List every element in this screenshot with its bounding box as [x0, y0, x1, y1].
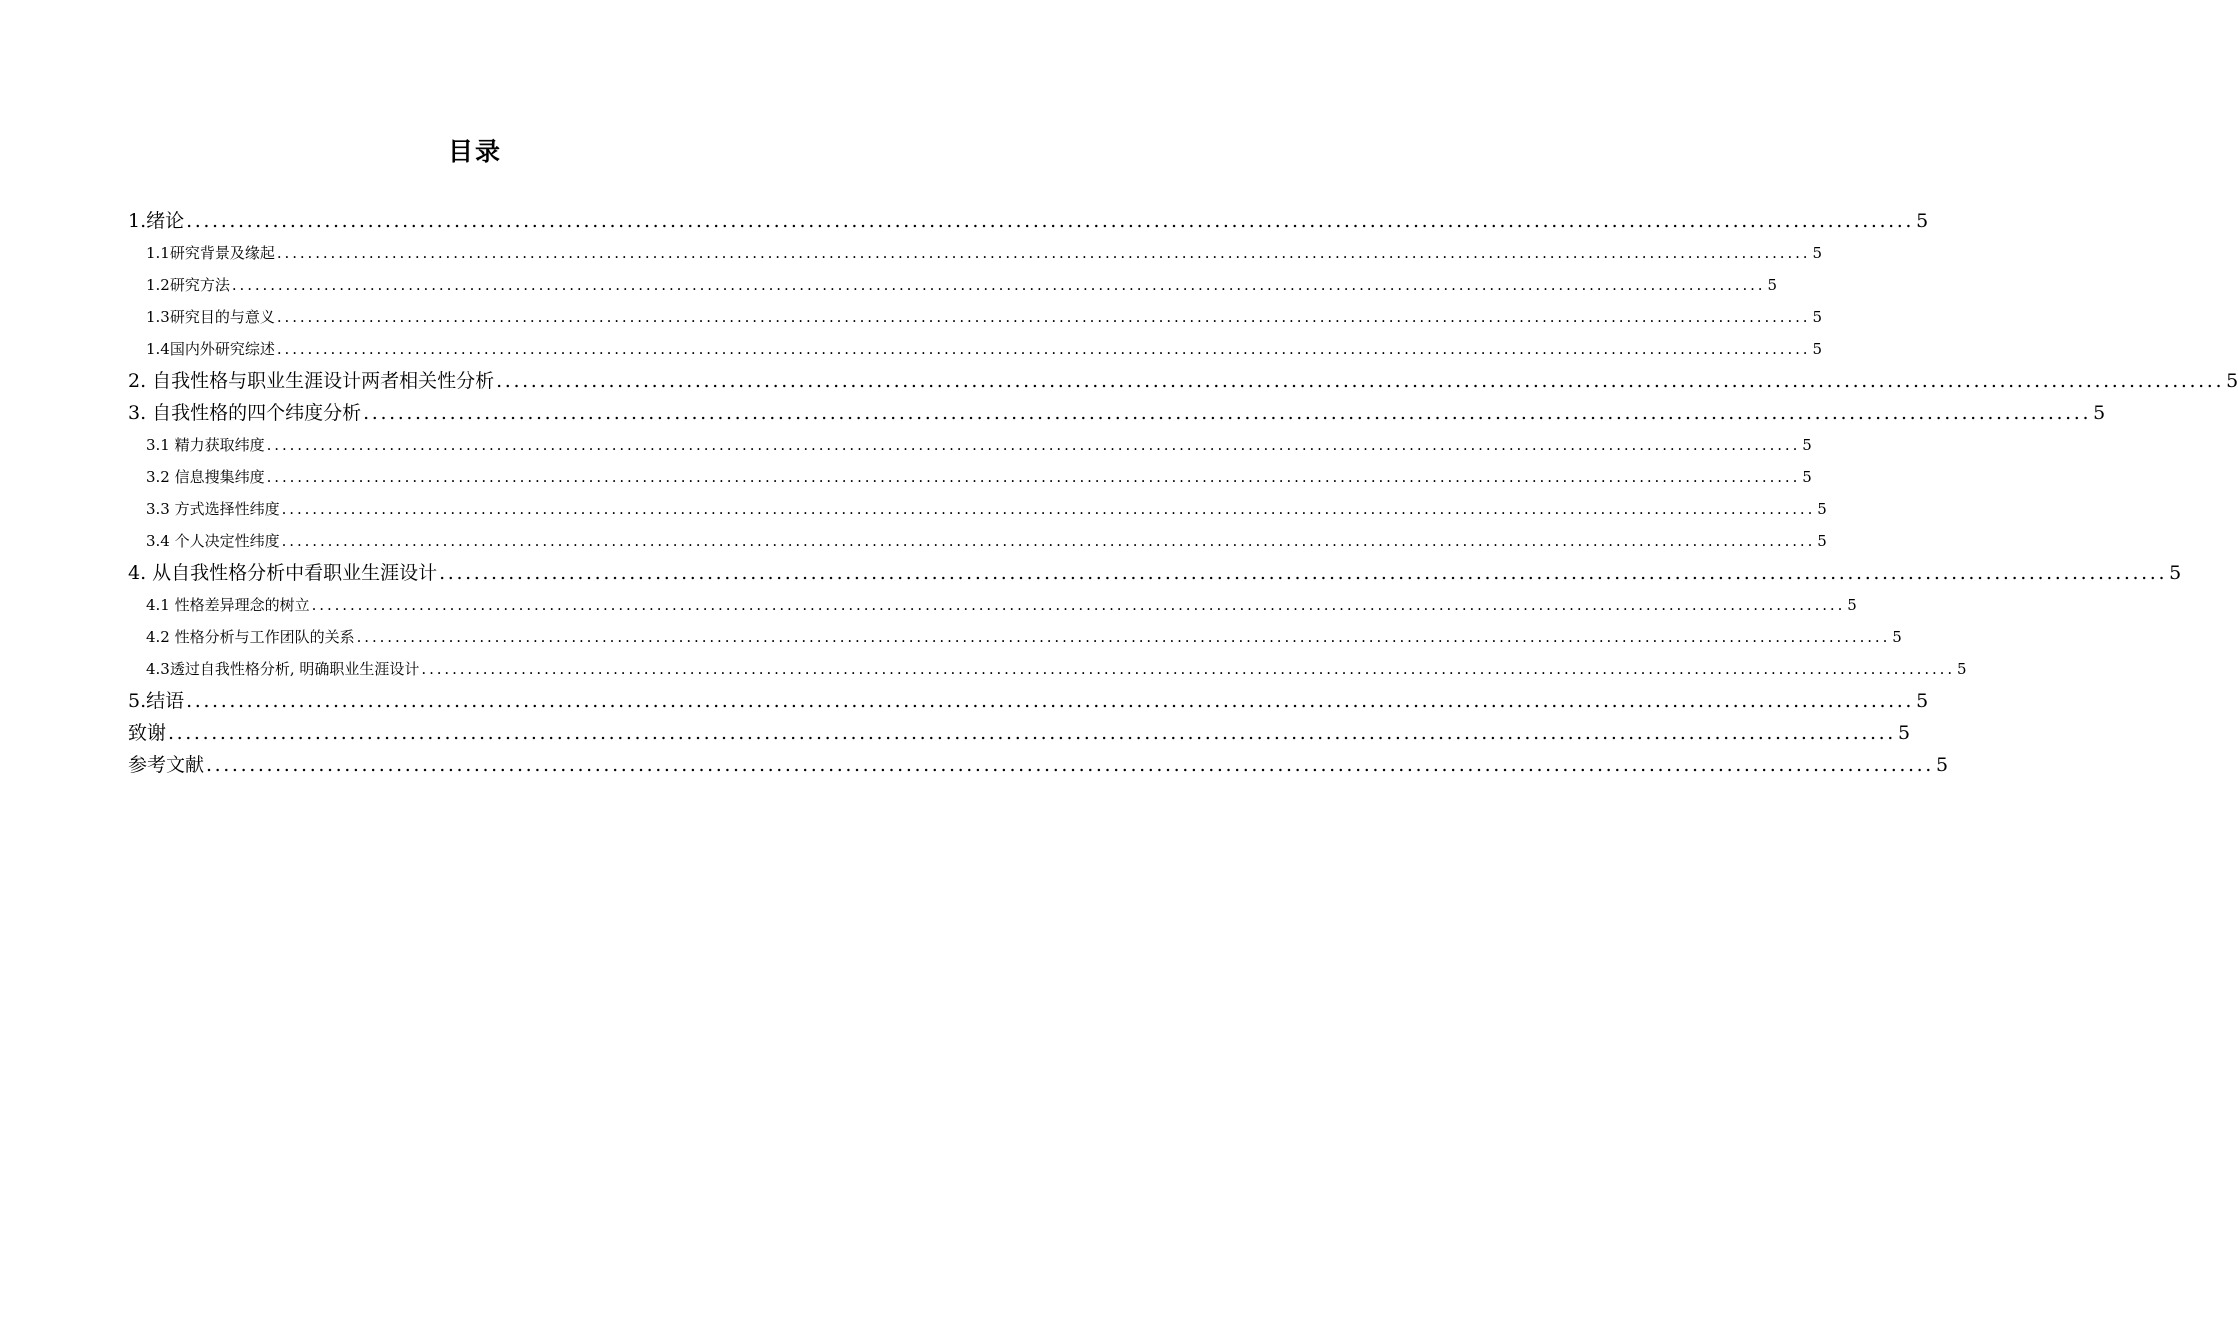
toc-entry-label: 3.1 精力获取纬度	[146, 436, 265, 454]
toc-entry[interactable]	[128, 237, 1823, 269]
toc-entry[interactable]	[128, 429, 1812, 461]
toc-page-number: 5	[1767, 276, 1778, 294]
toc-page-number: 5	[1812, 340, 1823, 358]
toc-page-number: 5	[1897, 722, 1911, 744]
toc-page-number: 5	[1812, 244, 1823, 262]
toc-entry[interactable]	[128, 333, 1823, 365]
toc-dot-leader: ........................................................................................................................................................................................................	[421, 660, 1956, 678]
toc-page-number: 5	[1817, 500, 1827, 518]
toc-entry[interactable]	[128, 621, 1902, 653]
toc-dot-leader: ........................................................................................................................................................................................................	[276, 340, 1811, 358]
toc-entry-label: 5.结语	[128, 690, 185, 712]
toc-entry[interactable]	[128, 717, 1911, 749]
toc-dot-leader: ........................................................................................................................................................................................................	[266, 436, 1801, 454]
toc-entry[interactable]	[128, 749, 1949, 781]
toc-entry-label: 4.1 性格差异理念的树立	[146, 596, 310, 614]
toc-dot-leader: ........................................................................................................................................................................................................	[356, 628, 1891, 646]
toc-dot-leader: ........................................................................................................................................................................................................	[266, 468, 1801, 486]
toc-page-number: 5	[1892, 628, 1902, 646]
toc-dot-leader: ........................................................................................................................................................................................................	[363, 402, 2092, 424]
toc-dot-leader: ........................................................................................................................................................................................................	[281, 532, 1816, 550]
toc-page-number: 5	[1817, 532, 1827, 550]
toc-entry[interactable]	[128, 301, 1823, 333]
toc-page-number: 5	[1812, 308, 1823, 326]
toc-page-number: 5	[1802, 436, 1812, 454]
toc-dot-leader: ........................................................................................................................................................................................................	[186, 690, 1915, 712]
toc-entry[interactable]	[128, 557, 2182, 589]
toc-entry-label: 1.4国内外研究综述	[146, 340, 275, 358]
toc-entry[interactable]	[128, 685, 1929, 717]
toc-dot-leader: ........................................................................................................................................................................................................	[186, 210, 1915, 232]
toc-entry[interactable]	[128, 589, 1857, 621]
toc-dot-leader: ........................................................................................................................................................................................................	[168, 722, 1896, 744]
toc-dot-leader: ........................................................................................................................................................................................................	[231, 276, 1766, 294]
toc-entry-label: 1.1研究背景及缘起	[146, 244, 275, 262]
toc-entry[interactable]	[128, 525, 1827, 557]
toc-page-number: 5	[1802, 468, 1812, 486]
toc-title: 目录	[447, 137, 502, 166]
toc-entry-label: 4.2 性格分析与工作团队的关系	[146, 628, 355, 646]
toc-page-number: 5	[2169, 562, 2182, 584]
toc-entry-label: 3.4 个人决定性纬度	[146, 532, 280, 550]
toc-entry-label: 3.3 方式选择性纬度	[146, 500, 280, 518]
toc-entry-label: 2. 自我性格与职业生涯设计两者相关性分析	[128, 370, 495, 392]
toc-dot-leader: ........................................................................................................................................................................................................	[311, 596, 1846, 614]
toc-page-number: 5	[1847, 596, 1857, 614]
toc-entry[interactable]	[128, 653, 1967, 685]
toc-page-number: 5	[1916, 210, 1929, 232]
toc-page-number: 5	[1957, 660, 1967, 678]
toc-entry-label: 3. 自我性格的四个纬度分析	[128, 402, 362, 424]
toc-entry[interactable]	[128, 205, 1929, 237]
toc-entry[interactable]	[128, 269, 1778, 301]
toc-page-number: 5	[2093, 402, 2106, 424]
toc-entry[interactable]	[128, 397, 2106, 429]
toc-page-number: 5	[1916, 690, 1929, 712]
toc-entry-label: 1.3研究目的与意义	[146, 308, 275, 326]
toc-entry-label: 参考文献	[128, 754, 205, 776]
toc-entry-label: 4.3透过自我性格分析, 明确职业生涯设计	[146, 660, 420, 678]
toc-dot-leader: ........................................................................................................................................................................................................	[281, 500, 1816, 518]
toc-entry[interactable]	[128, 461, 1812, 493]
toc-page-number: 5	[1935, 754, 1949, 776]
toc-entry[interactable]	[128, 365, 2238, 397]
toc-list	[128, 205, 2238, 781]
toc-dot-leader: ........................................................................................................................................................................................................	[276, 308, 1811, 326]
toc-entry-label: 致谢	[128, 722, 167, 744]
toc-entry-label: 4. 从自我性格分析中看职业生涯设计	[128, 562, 438, 584]
toc-entry-label: 1.2研究方法	[146, 276, 230, 294]
toc-dot-leader: ........................................................................................................................................................................................................	[276, 244, 1811, 262]
toc-entry-label: 1.绪论	[128, 210, 185, 232]
toc-dot-leader: ........................................................................................................................................................................................................	[439, 562, 2168, 584]
toc-dot-leader: ........................................................................................................................................................................................................	[496, 370, 2225, 392]
toc-dot-leader: ........................................................................................................................................................................................................	[206, 754, 1934, 776]
toc-entry[interactable]	[128, 493, 1827, 525]
toc-page-number: 5	[2226, 370, 2238, 392]
toc-entry-label: 3.2 信息搜集纬度	[146, 468, 265, 486]
